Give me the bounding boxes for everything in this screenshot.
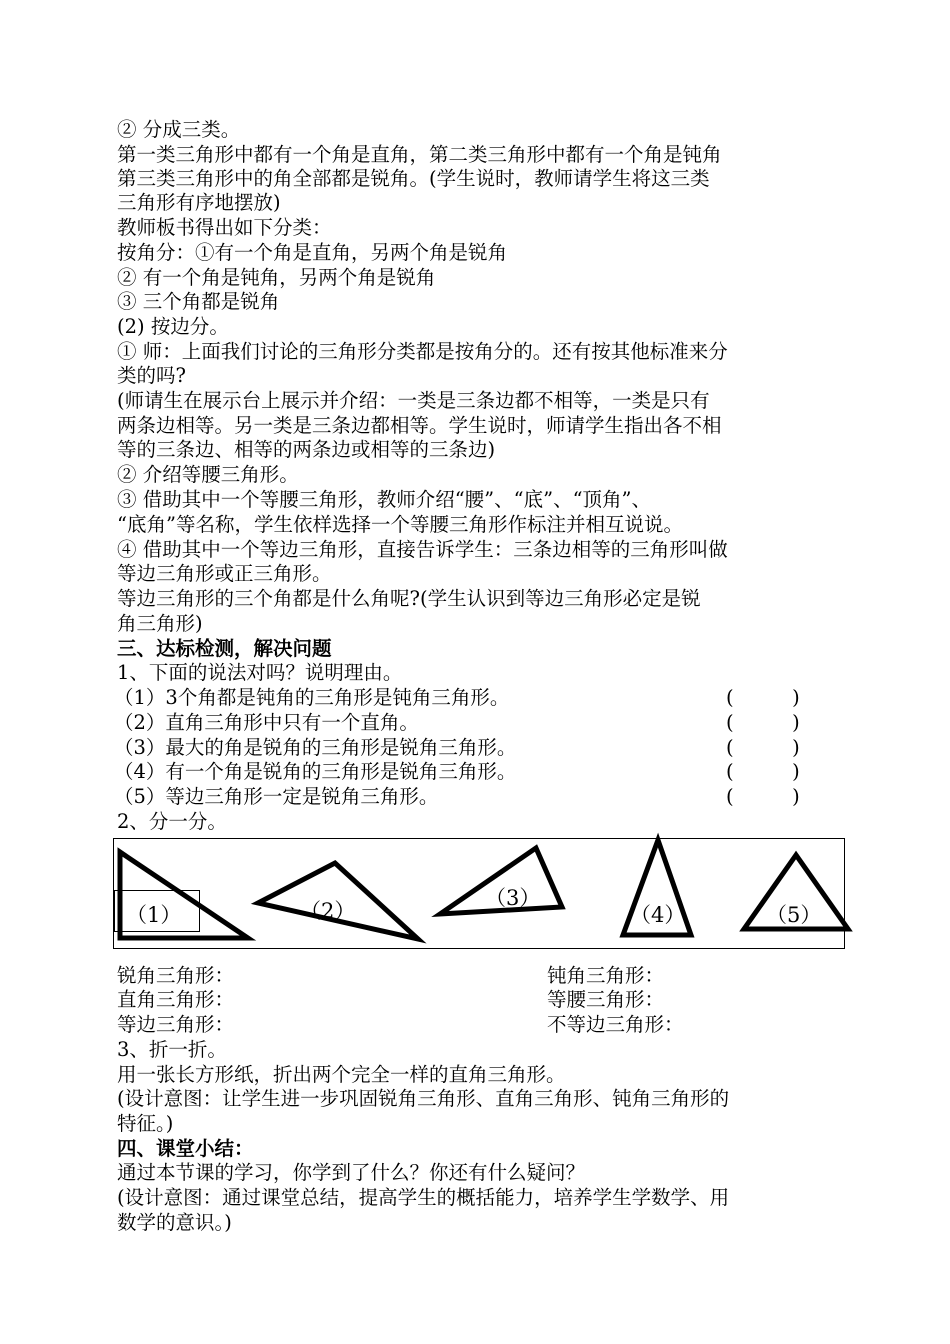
text-line: ③ 借助其中一个等腰三角形，教师介绍“腰”、“底”、“顶角”、 xyxy=(117,488,652,511)
design-note: 特征。) xyxy=(117,1112,174,1135)
text-line: ② 介绍等腰三角形。 xyxy=(117,463,299,486)
text-line: 类的吗? xyxy=(117,364,186,387)
design-note: 数学的意识。) xyxy=(117,1211,232,1234)
judgment-item: （1）3个角都是钝角的三角形是钝角三角形。 xyxy=(114,686,510,709)
text-line: (2) 按边分。 xyxy=(117,315,229,338)
text-line: 按角分：①有一个角是直角，另两个角是锐角 xyxy=(117,241,508,264)
text-line: 三角形有序地摆放) xyxy=(117,191,281,214)
judgment-item: （5）等边三角形一定是锐角三角形。 xyxy=(114,785,439,808)
answer-paren[interactable]: ( ) xyxy=(726,736,800,759)
text-line: 用一张长方形纸，折出两个完全一样的直角三角形。 xyxy=(117,1063,566,1086)
category-label: 钝角三角形： xyxy=(547,964,665,987)
triangle-label: （3） xyxy=(485,886,541,910)
category-label: 锐角三角形： xyxy=(117,964,235,987)
triangle-label: （1） xyxy=(126,903,182,927)
text-line: ② 分成三类。 xyxy=(117,118,241,141)
judgment-item: （4）有一个角是锐角的三角形是锐角三角形。 xyxy=(114,760,517,783)
text-line: 角三角形) xyxy=(117,612,203,635)
text-line: 第一类三角形中都有一个角是直角，第二类三角形中都有一个角是钝角 xyxy=(117,143,722,166)
text-line: “底角”等名称，学生依样选择一个等腰三角形作标注并相互说说。 xyxy=(117,513,683,536)
question-title: 1、下面的说法对吗？说明理由。 xyxy=(117,661,403,684)
category-label: 直角三角形： xyxy=(117,988,235,1011)
text-line: 两条边相等。另一类是三条边都相等。学生说时，师请学生指出各不相 xyxy=(117,414,722,437)
question-title: 2、分一分。 xyxy=(117,810,227,833)
text-line: 等的三条边、相等的两条边或相等的三条边) xyxy=(117,438,496,461)
text-line: 教师板书得出如下分类： xyxy=(117,216,332,239)
question-title: 3、折一折。 xyxy=(117,1038,227,1061)
design-note: (设计意图：通过课堂总结，提高学生的概括能力，培养学生学数学、用 xyxy=(117,1186,730,1209)
judgment-item: （3）最大的角是锐角的三角形是锐角三角形。 xyxy=(114,736,517,759)
section-heading: 四、课堂小结： xyxy=(117,1137,254,1160)
triangle-label: （5） xyxy=(766,903,822,927)
text-line: 等边三角形或正三角形。 xyxy=(117,562,332,585)
text-line: 等边三角形的三个角都是什么角呢?(学生认识到等边三角形必定是锐 xyxy=(117,587,701,610)
category-label: 等边三角形： xyxy=(117,1013,235,1036)
design-note: (设计意图：让学生进一步巩固锐角三角形、直角三角形、钝角三角形的 xyxy=(117,1087,730,1110)
category-label: 不等边三角形： xyxy=(547,1013,684,1036)
text-line: (师请生在展示台上展示并介绍：一类是三条边都不相等，一类是只有 xyxy=(117,389,710,412)
text-line: 第三类三角形中的角全部都是锐角。(学生说时，教师请学生将这三类 xyxy=(117,167,710,190)
category-label: 等腰三角形： xyxy=(547,988,665,1011)
text-line: ② 有一个角是钝角，另两个角是锐角 xyxy=(117,266,436,289)
text-line: ④ 借助其中一个等边三角形，直接告诉学生：三条边相等的三角形叫做 xyxy=(117,538,728,561)
triangle-label: （4） xyxy=(630,903,686,927)
text-line: 通过本节课的学习，你学到了什么？你还有什么疑问？ xyxy=(117,1161,586,1184)
judgment-item: （2）直角三角形中只有一个直角。 xyxy=(114,711,419,734)
answer-paren[interactable]: ( ) xyxy=(726,686,800,709)
answer-paren[interactable]: ( ) xyxy=(726,785,800,808)
answer-paren[interactable]: ( ) xyxy=(726,711,800,734)
text-line: ③ 三个角都是锐角 xyxy=(117,290,280,313)
text-line: ① 师：上面我们讨论的三角形分类都是按角分的。还有按其他标准来分 xyxy=(117,340,728,363)
triangle-label: （2） xyxy=(300,899,356,923)
answer-paren[interactable]: ( ) xyxy=(726,760,800,783)
section-heading: 三、达标检测，解决问题 xyxy=(117,637,332,660)
